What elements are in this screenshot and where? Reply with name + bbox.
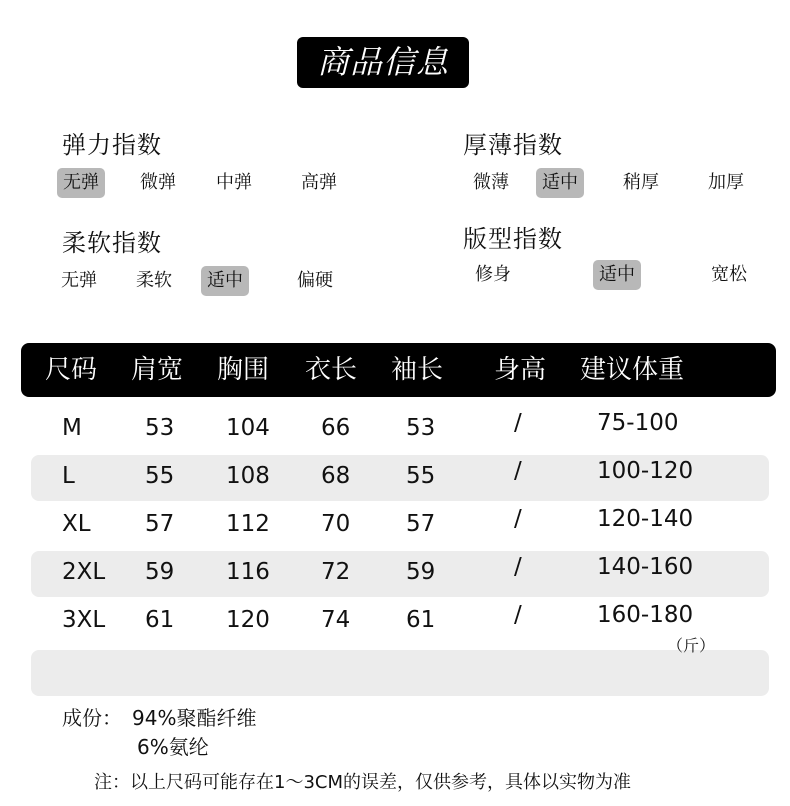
thickness-option-moderate: 适中 [536,168,584,198]
header-weight: 建议体重 [580,355,685,385]
cell-chest: 108 [226,463,270,489]
fit-option-moderate: 适中 [593,260,641,290]
cell-weight: 120-140 [597,506,694,532]
thickness-option-extra-thick: 加厚 [708,172,744,193]
header-size: 尺码 [45,355,98,385]
cell-shoulder: 53 [145,415,175,441]
cell-length: 74 [321,607,351,633]
cell-sleeve: 55 [406,463,436,489]
cell-size: 3XL [62,607,106,633]
composition-line-1: 94%聚酯纤维 [132,706,257,730]
cell-shoulder: 57 [145,511,175,537]
cell-height: / [514,506,522,532]
cell-length: 72 [321,559,351,585]
cell-shoulder: 55 [145,463,175,489]
cell-sleeve: 59 [406,559,436,585]
elastic-index-title: 弹力指数 [62,131,162,159]
elastic-option-slight: 微弹 [140,172,176,193]
header-chest: 胸围 [217,355,270,385]
softness-option-soft: 柔软 [136,270,172,291]
cell-chest: 116 [226,559,270,585]
header-length: 衣长 [305,355,358,385]
header-sleeve: 袖长 [391,355,444,385]
fit-option-loose: 宽松 [711,264,747,285]
cell-size: XL [62,511,91,537]
cell-length: 70 [321,511,351,537]
thickness-index-title: 厚薄指数 [463,131,563,159]
cell-weight: 75-100 [597,410,679,436]
elastic-option-medium: 中弹 [216,172,252,193]
header-height: 身高 [494,355,547,385]
size-note: 注：以上尺码可能存在1～3CM的误差，仅供参考，具体以实物为准 [94,772,632,793]
cell-length: 68 [321,463,351,489]
cell-height: / [514,458,522,484]
softness-index-title: 柔软指数 [62,229,162,257]
cell-sleeve: 57 [406,511,436,537]
elastic-option-none: 无弹 [57,168,105,198]
cell-shoulder: 61 [145,607,175,633]
composition-line-2: 6%氨纶 [137,735,209,759]
cell-chest: 120 [226,607,270,633]
softness-option-hard: 偏硬 [297,270,333,291]
cell-chest: 112 [226,511,270,537]
cell-chest: 104 [226,415,270,441]
fit-index-title: 版型指数 [463,225,563,253]
header-shoulder: 肩宽 [131,355,184,385]
cell-height: / [514,410,522,436]
fit-option-slim: 修身 [475,264,511,285]
cell-size: 2XL [62,559,106,585]
cell-length: 66 [321,415,351,441]
cell-sleeve: 53 [406,415,436,441]
cell-weight: 140-160 [597,554,694,580]
cell-size: M [62,415,82,441]
elastic-option-high: 高弹 [301,172,337,193]
cell-height: / [514,602,522,628]
cell-height: / [514,554,522,580]
composition-label: 成份： [62,706,122,730]
row-stripe [31,650,769,696]
thickness-option-thick: 稍厚 [623,172,659,193]
cell-size: L [62,463,75,489]
cell-shoulder: 59 [145,559,175,585]
size-table-header [21,343,776,397]
thickness-option-thin: 微薄 [473,172,509,193]
cell-weight: 100-120 [597,458,694,484]
softness-option-none: 无弹 [61,270,97,291]
cell-sleeve: 61 [406,607,436,633]
page-title: 商品信息 [297,37,469,88]
cell-weight: 160-180 [597,602,694,628]
softness-option-moderate: 适中 [201,266,249,296]
weight-unit: （斤） [667,636,716,655]
